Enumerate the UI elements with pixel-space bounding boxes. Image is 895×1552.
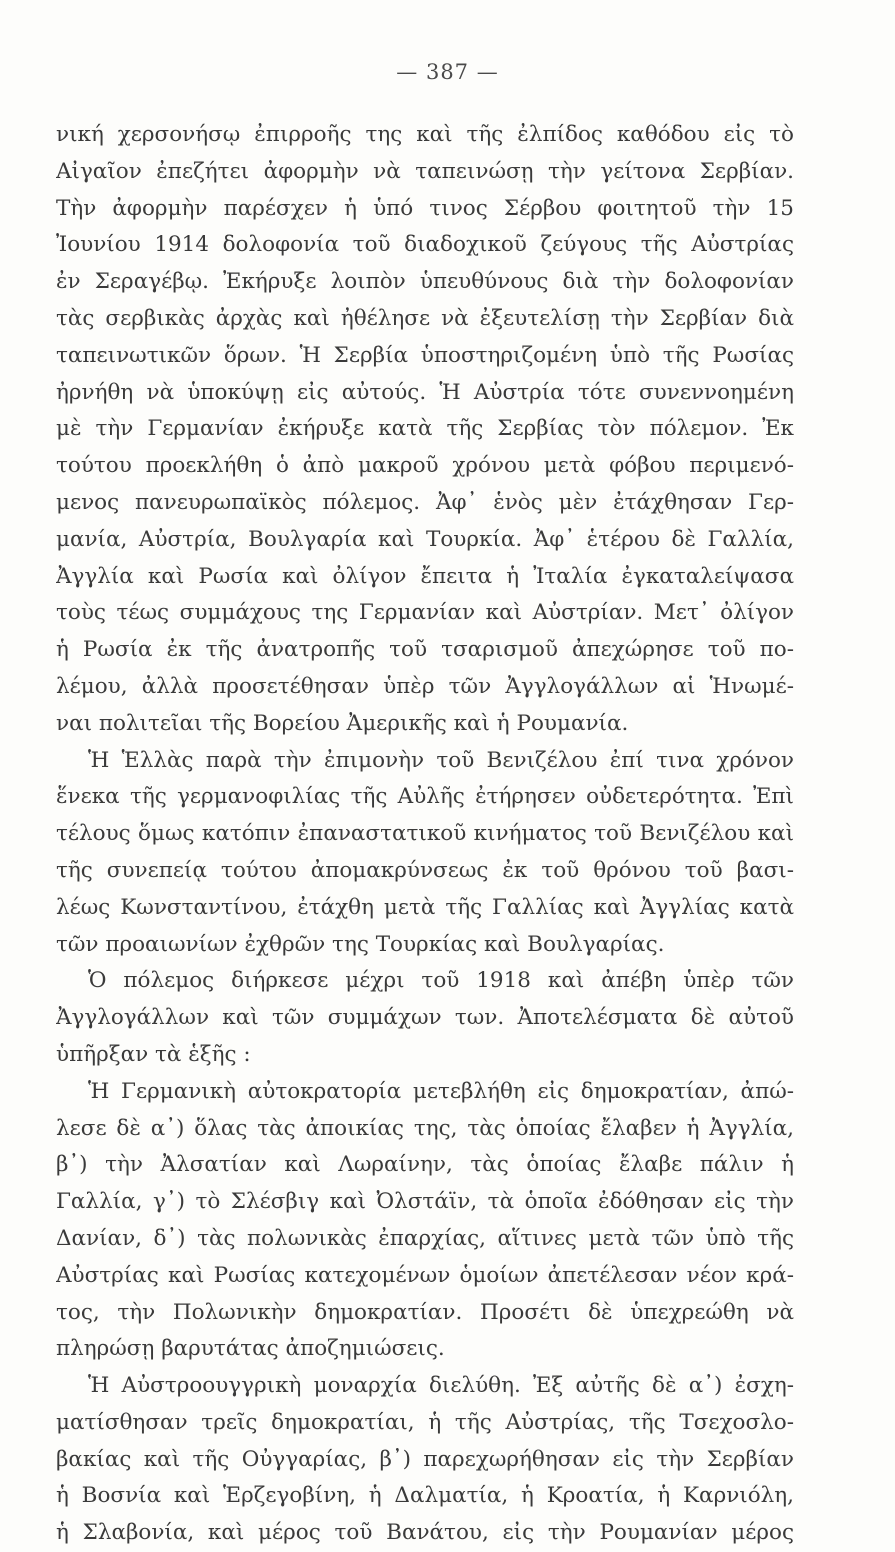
text-line: τούτου προεκλήθη ὁ ἀπὸ μακροῦ χρόνου μετὰ φόβου περιμενό- [56,453,794,479]
paragraph-4 [56,1074,794,1368]
text-line: Ἡ Ἑλλὰς παρὰ τὴν ἐπιμονὴν τοῦ Βενιζέλου ἐπί τινα χρόνον [88,747,794,773]
text-line: ἕνεκα τῆς γερμανοφιλίας τῆς Αὐλῆς ἐτήρησεν οὐδετερότητα. Ἐπὶ [56,784,794,810]
text-line: βακίας καὶ τῆς Οὐγγαρίας, β᾽) παρεχωρήθησαν εἰς τὴν Σερβίαν [56,1446,794,1472]
text-line: λεσε δὲ α᾽) ὅλας τὰς ἀποικίας της, τὰς ὁποίας ἔλαβεν ἡ Ἀγγλία, [56,1115,794,1141]
text-line: Γαλλία, γ᾽) τὸ Σλέσβιγ καὶ Ὀλστάϊν, τὰ ὁποῖα ἐδόθησαν εἰς τὴν [56,1189,794,1215]
text-line: τῶν προαιωνίων ἐχθρῶν της Τουρκίας καὶ Βουλγαρίας. [56,931,665,957]
text-line: ἡ Σλαβονία, καὶ μέρος τοῦ Βανάτου, εἰς τὴν Ρουμανίαν μέρος [56,1520,794,1546]
paragraph-2 [56,743,794,964]
text-line: Τὴν ἀφορμὴν παρέσχεν ἡ ὑπό τινος Σέρβου φοιτητοῦ τὴν 15 [56,195,794,221]
text-line: Ἀγγλία καὶ Ρωσία καὶ ὀλίγον ἔπειτα ἡ Ἰταλία ἐγκαταλείψασα [56,563,794,589]
text-line: Ἀγγλογάλλων καὶ τῶν συμμάχων των. Ἀποτελέσματα δὲ αὐτοῦ [56,1005,794,1031]
text-line: Δανίαν, δ᾽) τὰς πολωνικὰς ἐπαρχίας, αἵτινες μετὰ τῶν ὑπὸ τῆς [56,1225,794,1251]
text-line: Ἡ Αὐστροουγγρικὴ μοναρχία διελύθη. Ἐξ αὐτῆς δὲ α᾽) ἐσχη- [88,1373,794,1399]
text-line: μανία, Αὐστρία, Βουλγαρία καὶ Τουρκία. Ἀφ᾽ ἑτέρου δὲ Γαλλία, [56,526,794,552]
text-line: μενος πανευρωπαϊκὸς πόλεμος. Ἀφ᾽ ἑνὸς μὲν ἐτάχθησαν Γερ- [56,489,794,515]
text-line: ταπεινωτικῶν ὅρων. Ἡ Σερβία ὑποστηριζομένη ὑπὸ τῆς Ρωσίας [56,342,794,368]
text-line: ἠρνήθη νὰ ὑποκύψῃ εἰς αὐτούς. Ἡ Αὐστρία τότε συνεννοημένη [56,379,794,405]
text-line: τοὺς τέως συμμάχους της Γερμανίαν καὶ Αὐστρίαν. Μετ᾽ ὀλίγον [56,600,794,626]
paragraph-3 [56,963,794,1073]
paragraph-1 [56,117,794,743]
text-line: ἐν Σεραγέβῳ. Ἐκήρυξε λοιπὸν ὑπευθύνους διὰ τὴν δολοφονίαν [56,269,794,295]
text-line: Αἰγαῖον ἐπεζήτει ἀφορμὴν νὰ ταπεινώσῃ τὴν γείτονα Σερβίαν. [56,158,794,184]
text-line: τῆς συνεπείᾳ τούτου ἀπομακρύνσεως ἐκ τοῦ θρόνου τοῦ βασι- [56,857,794,883]
text-line: νική χερσονήσῳ ἐπιρροῆς της καὶ τῆς ἐλπίδος καθόδου εἰς τὸ [56,122,794,147]
text-line: μὲ τὴν Γερμανίαν ἐκήρυξε κατὰ τῆς Σερβίας τὸν πόλεμον. Ἐκ [56,416,794,442]
text-line: λέως Κωνσταντίνου, ἐτάχθη μετὰ τῆς Γαλλίας καὶ Ἀγγλίας κατὰ [56,894,794,920]
text-line: Ἰουνίου 1914 δολοφονία τοῦ διαδοχικοῦ ζεύγους τῆς Αὐστρίας [56,232,794,258]
text-line: Αὐστρίας καὶ Ρωσίας κατεχομένων ὁμοίων ἀπετέλεσαν νέον κρά- [56,1262,794,1288]
text-line: τέλους ὅμως κατόπιν ἐπαναστατικοῦ κινήματος τοῦ Βενιζέλου καὶ [56,821,794,847]
text-line: ἡ Βοσνία καὶ Ἑρζεγοβίνη, ἡ Δαλματία, ἡ Κροατία, ἡ Καρνιόλη, [56,1483,794,1509]
text-line: Ὁ πόλεμος διήρκεσε μέχρι τοῦ 1918 καὶ ἀπέβη ὑπὲρ τῶν [88,968,794,994]
text-line: ὑπῆρξαν τὰ ἑξῆς : [56,1041,251,1067]
page-number: — 387 — [396,60,499,84]
paragraph-5 [56,1368,794,1552]
text-line: τος, τὴν Πολωνικὴν δημοκρατίαν. Προσέτι δὲ ὑπεχρεώθη νὰ [56,1299,794,1325]
text-line: πληρώσῃ βαρυτάτας ἀποζημιώσεις. [56,1336,445,1362]
text-line: Ἡ Γερμανικὴ αὐτοκρατορία μετεβλήθη εἰς δημοκρατίαν, ἀπώ- [88,1078,794,1104]
text-line: ἡ Ρωσία ἐκ τῆς ἀνατροπῆς τοῦ τσαρισμοῦ ἀπεχώρησε τοῦ πο- [56,637,794,663]
body-text [56,117,794,1552]
text-line: ναι πολιτεῖαι τῆς Βορείου Ἀμερικῆς καὶ ἡ Ρουμανία. [56,710,629,736]
text-line: τὰς σερβικὰς ἀρχὰς καὶ ἠθέλησε νὰ ἐξευτελίσῃ τὴν Σερβίαν διὰ [56,305,794,331]
text-line: ματίσθησαν τρεῖς δημοκρατίαι, ἡ τῆς Αὐστρίας, τῆς Τσεχοσλο- [56,1409,794,1435]
text-line: λέμου, ἀλλὰ προσετέθησαν ὑπὲρ τῶν Ἀγγλογάλλων αἱ Ἡνωμέ- [56,673,794,699]
text-line: β᾽) τὴν Ἀλσατίαν καὶ Λωραίνην, τὰς ὁποίας ἔλαβε πάλιν ἡ [56,1152,794,1178]
